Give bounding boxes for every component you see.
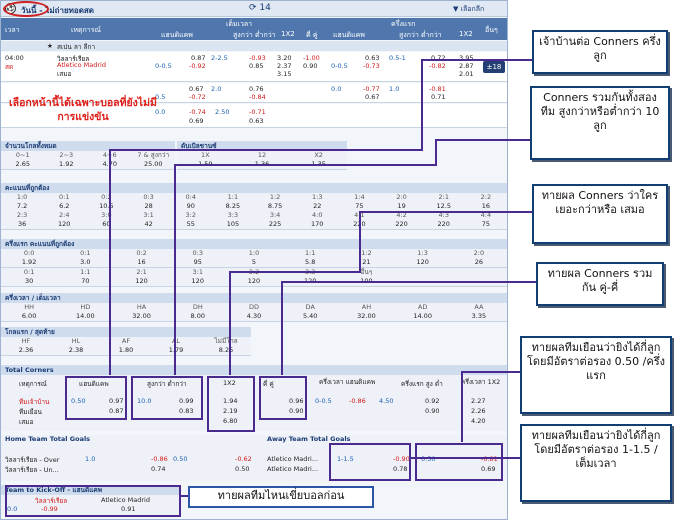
grid-head: HA — [136, 303, 147, 311]
odd[interactable]: -0.73 — [363, 62, 380, 70]
odd[interactable]: 4.20 — [471, 417, 486, 425]
odd[interactable]: -0.77 — [363, 85, 380, 93]
odd[interactable]: 16 — [137, 258, 146, 266]
total-corners-title: Total Corners — [1, 365, 507, 375]
odd[interactable]: 6.2 — [59, 202, 70, 210]
odd[interactable]: 1.35 — [311, 160, 326, 168]
header-ht-1x2: 1X2 — [459, 30, 473, 38]
grid-head: 4:2 — [396, 211, 407, 219]
odd[interactable]: 10.5 — [99, 202, 114, 210]
odd[interactable]: 120 — [416, 258, 429, 266]
odd[interactable]: 2.87 — [459, 62, 474, 70]
header-more: อื่นๆ — [485, 26, 498, 34]
odd[interactable]: 4.30 — [246, 312, 262, 320]
league-name: สเปน ลา ลีกา — [57, 43, 96, 51]
odd[interactable]: 6.80 — [223, 417, 238, 425]
highlight-corner-oe — [259, 376, 307, 420]
odd[interactable]: -0.82 — [429, 62, 446, 70]
away-team[interactable]: Atletico Madrid — [57, 61, 106, 69]
grid-empty — [451, 277, 507, 286]
odd[interactable]: 0.87 — [109, 407, 124, 415]
odd[interactable]: 5 — [251, 258, 257, 266]
odd[interactable]: 0-0.5 — [331, 62, 348, 70]
callout-over-under: Conners รวมกันทั้งสองทีม สูงกว่าหรือต่ำกว่า 10 ลูก — [530, 86, 670, 160]
odd[interactable]: -0.74 — [189, 108, 206, 116]
odd[interactable]: 1.0 — [85, 455, 96, 463]
odd[interactable]: 0.85 — [249, 62, 264, 70]
ht-correct-score-grid-2 — [1, 268, 507, 287]
highlight-kickoff — [5, 485, 181, 517]
grid-head: 3:4 — [269, 211, 281, 219]
grid-head: 2:1 — [136, 268, 147, 276]
header-ft-handicap: แฮนดิแคพ — [161, 31, 193, 39]
odd[interactable]: -0.99 — [41, 505, 58, 513]
odd[interactable]: 220 — [353, 220, 366, 228]
odd[interactable]: 0.90 — [303, 62, 318, 70]
correct-score-grid — [1, 193, 507, 230]
odd[interactable]: 0.90 — [425, 407, 440, 415]
odd[interactable]: 0.99 — [179, 397, 194, 405]
grid-head: 3:3 — [227, 211, 239, 219]
odd[interactable]: -0.81 — [429, 85, 446, 93]
odd[interactable]: 0.67 — [189, 85, 204, 93]
grid-empty — [395, 277, 451, 286]
home-goals-row: วิลลาร์เรียล - Over — [5, 456, 60, 464]
odd[interactable]: 7.2 — [16, 202, 28, 210]
odd[interactable]: 16 — [481, 202, 491, 210]
odd[interactable]: 22 — [313, 202, 322, 210]
home-team[interactable]: วิลลาร์เรียล — [57, 55, 90, 63]
header-ft-1x2: 1X2 — [281, 30, 295, 38]
kickoff-title: Team to Kick-Off - แฮนดิแคพ — [1, 485, 181, 495]
grid-head: DD — [248, 303, 259, 311]
odd[interactable]: -0.93 — [249, 54, 266, 62]
odd[interactable]: 0.50 — [71, 397, 86, 405]
odd[interactable]: 120 — [247, 277, 261, 285]
double-chance-grid — [177, 151, 347, 170]
tc-ht-1x2-head: ครึ่งเวลา 1X2 — [461, 378, 501, 386]
grid-head: DH — [192, 303, 203, 311]
grid-head: 2~3 — [59, 151, 74, 159]
odd[interactable]: -0.72 — [189, 93, 206, 101]
grid-head: 1:4 — [354, 193, 365, 201]
odd[interactable]: 0.92 — [425, 397, 440, 405]
total-goals-grid — [1, 151, 175, 170]
away-goals-title: Away Team Total Goals — [267, 435, 351, 443]
tc-team: เสมอ — [19, 418, 34, 426]
grid-head: 4:3 — [438, 211, 449, 219]
odd[interactable]: 32.00 — [357, 312, 376, 320]
odd[interactable]: -0.81 — [481, 455, 498, 463]
grid-head: 3:1 — [143, 211, 154, 219]
odd[interactable]: 0.69 — [481, 465, 496, 473]
odd[interactable]: 6.00 — [21, 312, 37, 320]
odd[interactable]: 0-0.5 — [315, 397, 332, 405]
htft-grid — [1, 303, 507, 322]
callout-kickoff: ทายผลทีมไหนเขี่ยบอลก่อน — [188, 486, 374, 508]
callout-1x2: ทายผล Conners ว่าใครเยอะกว่าหรือ เสมอ — [532, 184, 668, 244]
highlight-corner-ou — [131, 376, 203, 420]
odd[interactable]: 0.67 — [365, 93, 380, 101]
odd[interactable]: 2.27 — [471, 397, 486, 405]
highlight-corner-1x2 — [207, 376, 255, 432]
home-goals-row: วิลลาร์เรียล - Un... — [5, 466, 59, 474]
grid-head: 0:2 — [101, 193, 112, 201]
odd[interactable]: 3.15 — [277, 70, 292, 78]
odd[interactable]: 12.5 — [436, 202, 451, 210]
odd[interactable]: 0.5 — [155, 93, 166, 101]
top-bar — [1, 1, 507, 17]
draw-label: เสมอ — [57, 70, 72, 78]
tc-ht-handicap-head: ครึ่งเวลา แฮนดิแคพ — [319, 378, 376, 386]
header-event: เหตุการณ์ — [71, 26, 101, 34]
tc-1x2-head: 1X2 — [223, 379, 236, 387]
odd[interactable]: 120 — [191, 277, 204, 285]
odd[interactable]: 105 — [226, 220, 240, 228]
odd[interactable]: 1.79 — [168, 346, 184, 354]
odd[interactable]: 2.0 — [211, 85, 222, 93]
odd[interactable]: -0.71 — [249, 108, 266, 116]
odd[interactable]: 1.94 — [223, 397, 238, 405]
highlight-corner-handicap — [65, 376, 127, 420]
grid-head: 0:1 — [59, 193, 70, 201]
grid-head: 7 & สูงกว่า — [137, 151, 170, 159]
more-count: 18 — [492, 63, 502, 71]
odd[interactable]: 3.20 — [277, 54, 292, 62]
grid-head: 1:2 — [269, 193, 281, 201]
odd[interactable]: 60 — [102, 220, 111, 228]
odd[interactable]: 0.83 — [179, 407, 194, 415]
odd[interactable]: 30 — [24, 277, 34, 285]
grid-head: 1:2 — [361, 249, 372, 257]
odd[interactable]: 25.00 — [143, 160, 163, 168]
first-last-section — [1, 327, 507, 356]
grid-head: AD — [417, 303, 428, 311]
grid-head: 2:0 — [396, 193, 407, 201]
header-ht-overunder: สูงกว่า ต่ำกว่า — [399, 31, 442, 39]
note-upcoming-only: เลือกหน้านี้ได้เฉพาะบอลที่ยังไม่มีการแข่งขัน — [9, 97, 157, 123]
ht-correct-score-section — [1, 239, 507, 287]
odd[interactable]: 32.00 — [132, 312, 151, 320]
total-goals-title: จำนวนโกลทั้งหมด — [1, 141, 175, 151]
grid-head: 1:1 — [304, 249, 316, 257]
odd[interactable]: -0.86 — [349, 397, 366, 405]
odd[interactable]: 36 — [17, 220, 27, 228]
match-row — [1, 52, 507, 82]
grid-head: 4~6 — [102, 151, 117, 159]
odd[interactable]: 8.25 — [225, 202, 241, 210]
soccer-ball-icon[interactable]: ⚽ — [6, 4, 15, 12]
league-filter[interactable]: ▼ เลือกลีก — [453, 5, 485, 13]
grid-head: 2:1 — [438, 193, 449, 201]
odd[interactable]: 4.50 — [379, 397, 394, 405]
header-ft-oddeven: คี่ คู่ — [306, 31, 318, 39]
more-markets-button[interactable]: ±18 — [483, 61, 505, 73]
odd[interactable]: 14.00 — [76, 312, 95, 320]
grid-head: 4:1 — [354, 211, 365, 219]
odd[interactable]: 0.76 — [249, 85, 264, 93]
league-filter-label: เลือกลีก — [460, 5, 485, 13]
odd[interactable]: 2.36 — [18, 346, 34, 354]
odd[interactable]: 0.90 — [289, 407, 304, 415]
header-fulltime: เต็มเวลา — [226, 20, 253, 28]
correct-score-section — [1, 183, 507, 230]
odd[interactable]: 0.63 — [365, 54, 380, 62]
odd[interactable]: 8.00 — [190, 312, 205, 320]
home-goals-title: Home Team Total Goals — [5, 435, 91, 443]
odd[interactable]: 14.00 — [413, 312, 432, 320]
header-ft-overunder: สูงกว่า ต่ำกว่า — [233, 31, 276, 39]
odd[interactable]: 1.92 — [59, 160, 74, 168]
odd[interactable]: -0.92 — [189, 62, 206, 70]
odd[interactable]: 5.8 — [305, 258, 316, 266]
tc-event-head: เหตุการณ์ — [19, 380, 47, 388]
callout-away-ft: ทายผลทีมเยือนว่ายิงได้กี่ลูก โดยมีอัตราต่อรอง 1-1.5 /เต็มเวลา — [520, 424, 672, 502]
match-time: 04:00 — [5, 54, 24, 62]
odd[interactable]: 0.69 — [189, 117, 204, 125]
odd[interactable]: 70 — [81, 277, 90, 285]
ht-correct-score-grid-1 — [1, 249, 507, 268]
tc-oe-head: คี่ คู่ — [263, 380, 274, 388]
odd[interactable]: 0-0.5 — [155, 62, 172, 70]
grid-head: 0:1 — [23, 268, 35, 276]
star-icon[interactable]: ★ — [47, 42, 53, 50]
grid-head: 4:0 — [312, 211, 323, 219]
away-goals-row: Atletico Madri... — [267, 455, 319, 463]
grid-head: 1:0 — [16, 193, 28, 201]
grid-head: AL — [171, 337, 181, 345]
live-badge: สด — [5, 63, 14, 71]
grid-head: 2:3 — [16, 211, 28, 219]
grid-head: 2:0 — [473, 249, 485, 257]
grid-head: HD — [80, 303, 91, 311]
odd[interactable]: 75 — [481, 220, 491, 228]
odd[interactable]: 1.36 — [254, 160, 270, 168]
odd[interactable]: 3.35 — [471, 312, 487, 320]
grid-head: 0:4 — [185, 193, 196, 201]
grid-head: HL — [71, 337, 81, 345]
grid-head: 3:2 — [248, 268, 260, 276]
odd[interactable]: 220 — [437, 220, 450, 228]
odd[interactable]: 0.91 — [121, 505, 136, 513]
grid-head: 12 — [257, 151, 267, 159]
odd[interactable]: 0.78 — [393, 465, 408, 473]
odd[interactable]: 3.0 — [80, 258, 91, 266]
tc-ht-ou-head: ครึ่งแรก สูง ต่ำ — [401, 380, 443, 388]
odd[interactable]: -0.62 — [235, 455, 252, 463]
odd[interactable]: 19 — [397, 202, 406, 210]
tc-ou-head: สูงกว่า ต่ำกว่า — [147, 380, 187, 388]
odd[interactable]: 42 — [144, 220, 153, 228]
kickoff-away: Atletico Madrid — [101, 496, 150, 504]
tc-team: ทีมเจ้าบ้าน — [19, 398, 50, 406]
grid-head: 3:0 — [101, 211, 112, 219]
odd[interactable]: 0.74 — [151, 465, 166, 473]
callout-odd-even: ทายผล Conners รวมกัน คู่-คี่ — [536, 262, 664, 306]
odd[interactable]: 8.75 — [267, 202, 283, 210]
first-last-grid — [1, 337, 251, 356]
odd[interactable]: 120 — [304, 277, 317, 285]
odd[interactable]: 28 — [144, 202, 153, 210]
callout-handicap: เจ้าบ้านต่อ Conners ครึ่งลูก — [532, 30, 668, 74]
double-chance-title: ดับเบิลชานซ์ — [177, 141, 347, 151]
grid-head: HF — [21, 337, 31, 345]
grid-head: 2:2 — [480, 193, 492, 201]
tc-team: ทีมเยือน — [19, 408, 42, 416]
odd[interactable]: 0.97 — [109, 397, 124, 405]
header-halftime: ครึ่งแรก — [391, 20, 416, 28]
odd[interactable]: 0.96 — [289, 397, 304, 405]
grid-head: X2 — [314, 151, 323, 159]
match-count: 14 — [259, 3, 271, 13]
odd[interactable]: 0.50 — [421, 455, 436, 463]
date-selector[interactable]: วันนี้ - ไม่ถ่ายทอดสด — [21, 6, 94, 15]
grid-empty — [451, 268, 507, 277]
odd[interactable]: 0.0 — [331, 85, 342, 93]
league-row[interactable] — [1, 41, 507, 51]
first-last-title: โกลแรก / สุดท้าย — [1, 327, 251, 337]
odd[interactable]: -0.84 — [249, 93, 266, 101]
grid-head: 0:3 — [192, 249, 203, 257]
total-goals-section — [1, 141, 507, 170]
odd[interactable]: 0.72 — [431, 54, 446, 62]
odd[interactable]: 0.50 — [173, 455, 188, 463]
header-time: เวลา — [5, 26, 20, 34]
odd[interactable]: 170 — [311, 220, 324, 228]
grid-head: DA — [305, 303, 315, 311]
odd[interactable]: 55 — [186, 220, 195, 228]
highlight-away-ht — [415, 443, 503, 481]
odd[interactable]: 2.38 — [68, 346, 84, 354]
odd[interactable]: 10.0 — [137, 397, 152, 405]
grid-head: AH — [361, 303, 372, 311]
odd[interactable]: 2.01 — [459, 70, 474, 78]
odd[interactable]: 0.0 — [155, 108, 166, 116]
grid-head: 0:3 — [143, 193, 154, 201]
grid-empty — [395, 268, 451, 277]
grid-head: AA — [474, 303, 484, 311]
odds-header — [1, 18, 507, 40]
odd[interactable]: 2.65 — [15, 160, 30, 168]
odd[interactable]: 2-2.5 — [211, 54, 228, 62]
header-ht-handicap: แฮนดิแคพ — [333, 31, 365, 39]
grid-head: 1:1 — [80, 268, 91, 276]
highlight-ring — [3, 1, 49, 17]
odd[interactable]: 0.5-1 — [389, 54, 406, 62]
odd[interactable]: 1.59 — [198, 160, 213, 168]
htft-section — [1, 293, 507, 322]
odd[interactable]: 2.50 — [215, 108, 230, 116]
correct-score-title: คะแนนที่ถูกต้อง — [1, 183, 507, 193]
odd[interactable]: 100 — [360, 277, 373, 285]
odd[interactable]: 4.70 — [102, 160, 117, 168]
odd[interactable]: 21 — [362, 258, 371, 266]
odd[interactable]: 1.92 — [21, 258, 37, 266]
grid-head: 0:0 — [23, 249, 35, 257]
tc-handicap-head: แฮนดิแคพ — [79, 380, 109, 388]
odd[interactable]: 220 — [395, 220, 408, 228]
htft-title: ครึ่งเวลา / เต็มเวลา — [1, 293, 507, 303]
odd[interactable]: 0.50 — [235, 465, 250, 473]
odd[interactable]: 3.95 — [459, 54, 474, 62]
odd[interactable]: 1-1.5 — [337, 455, 354, 463]
odd[interactable]: 75 — [355, 202, 364, 210]
odd[interactable]: 0.87 — [191, 54, 206, 62]
refresh-icon[interactable]: ⟳ 14 — [249, 3, 271, 13]
odd[interactable]: -0.90 — [393, 455, 410, 463]
grid-head: 1:3 — [417, 249, 428, 257]
odd[interactable]: -1.00 — [303, 54, 320, 62]
odd[interactable]: 1.0 — [389, 85, 400, 93]
odd[interactable]: 0.63 — [249, 117, 264, 125]
grid-head: 1X — [201, 151, 210, 159]
ht-correct-score-title: ครึ่งแรก คะแนนที่ถูกต้อง — [1, 239, 507, 249]
odd[interactable]: 0.71 — [431, 93, 446, 101]
grid-head: 3:1 — [192, 268, 203, 276]
kickoff-home: วิลลาร์เรียล — [35, 497, 68, 505]
grid-head: 0:1 — [80, 249, 91, 257]
grid-head: 4:4 — [480, 211, 492, 219]
odd[interactable]: 2.37 — [277, 62, 292, 70]
grid-head: ไม่มีโกล — [214, 337, 238, 345]
grid-head: AF — [121, 337, 131, 345]
away-goals-row: Atletico Madri... — [267, 465, 319, 473]
odd[interactable]: 5.40 — [302, 312, 318, 320]
grid-head: อื่นๆ — [360, 268, 373, 276]
grid-head: 2:4 — [59, 211, 70, 219]
odd[interactable]: 2.26 — [471, 407, 486, 415]
odd[interactable]: 8.25 — [218, 346, 234, 354]
odd[interactable]: 90 — [186, 202, 195, 210]
grid-head: 3:2 — [185, 211, 196, 219]
odd[interactable]: 26 — [474, 258, 484, 266]
odd[interactable]: 2.19 — [223, 407, 238, 415]
grid-head: HH — [24, 303, 34, 311]
grid-head: 0:2 — [136, 249, 147, 257]
grid-head: 0~1 — [15, 151, 30, 159]
odd[interactable]: 120 — [135, 277, 148, 285]
odd[interactable]: 1.80 — [118, 346, 134, 354]
odd[interactable]: 0.0 — [7, 505, 18, 513]
callout-away-ht: ทายผลทีมเยือนว่ายิงได้กี่ลูก โดยมีอัตราต่อรอง 0.50 /ครึ่งแรก — [520, 336, 672, 414]
odd[interactable]: 225 — [268, 220, 282, 228]
grid-head: 1:0 — [248, 249, 260, 257]
highlight-away-ft — [329, 443, 411, 481]
odd[interactable]: 120 — [58, 220, 71, 228]
grid-head: 1:1 — [227, 193, 239, 201]
grid-head: 3:3 — [304, 268, 316, 276]
odd[interactable]: -0.86 — [151, 455, 168, 463]
grid-head: 1:3 — [312, 193, 323, 201]
odd[interactable]: 95 — [193, 258, 202, 266]
